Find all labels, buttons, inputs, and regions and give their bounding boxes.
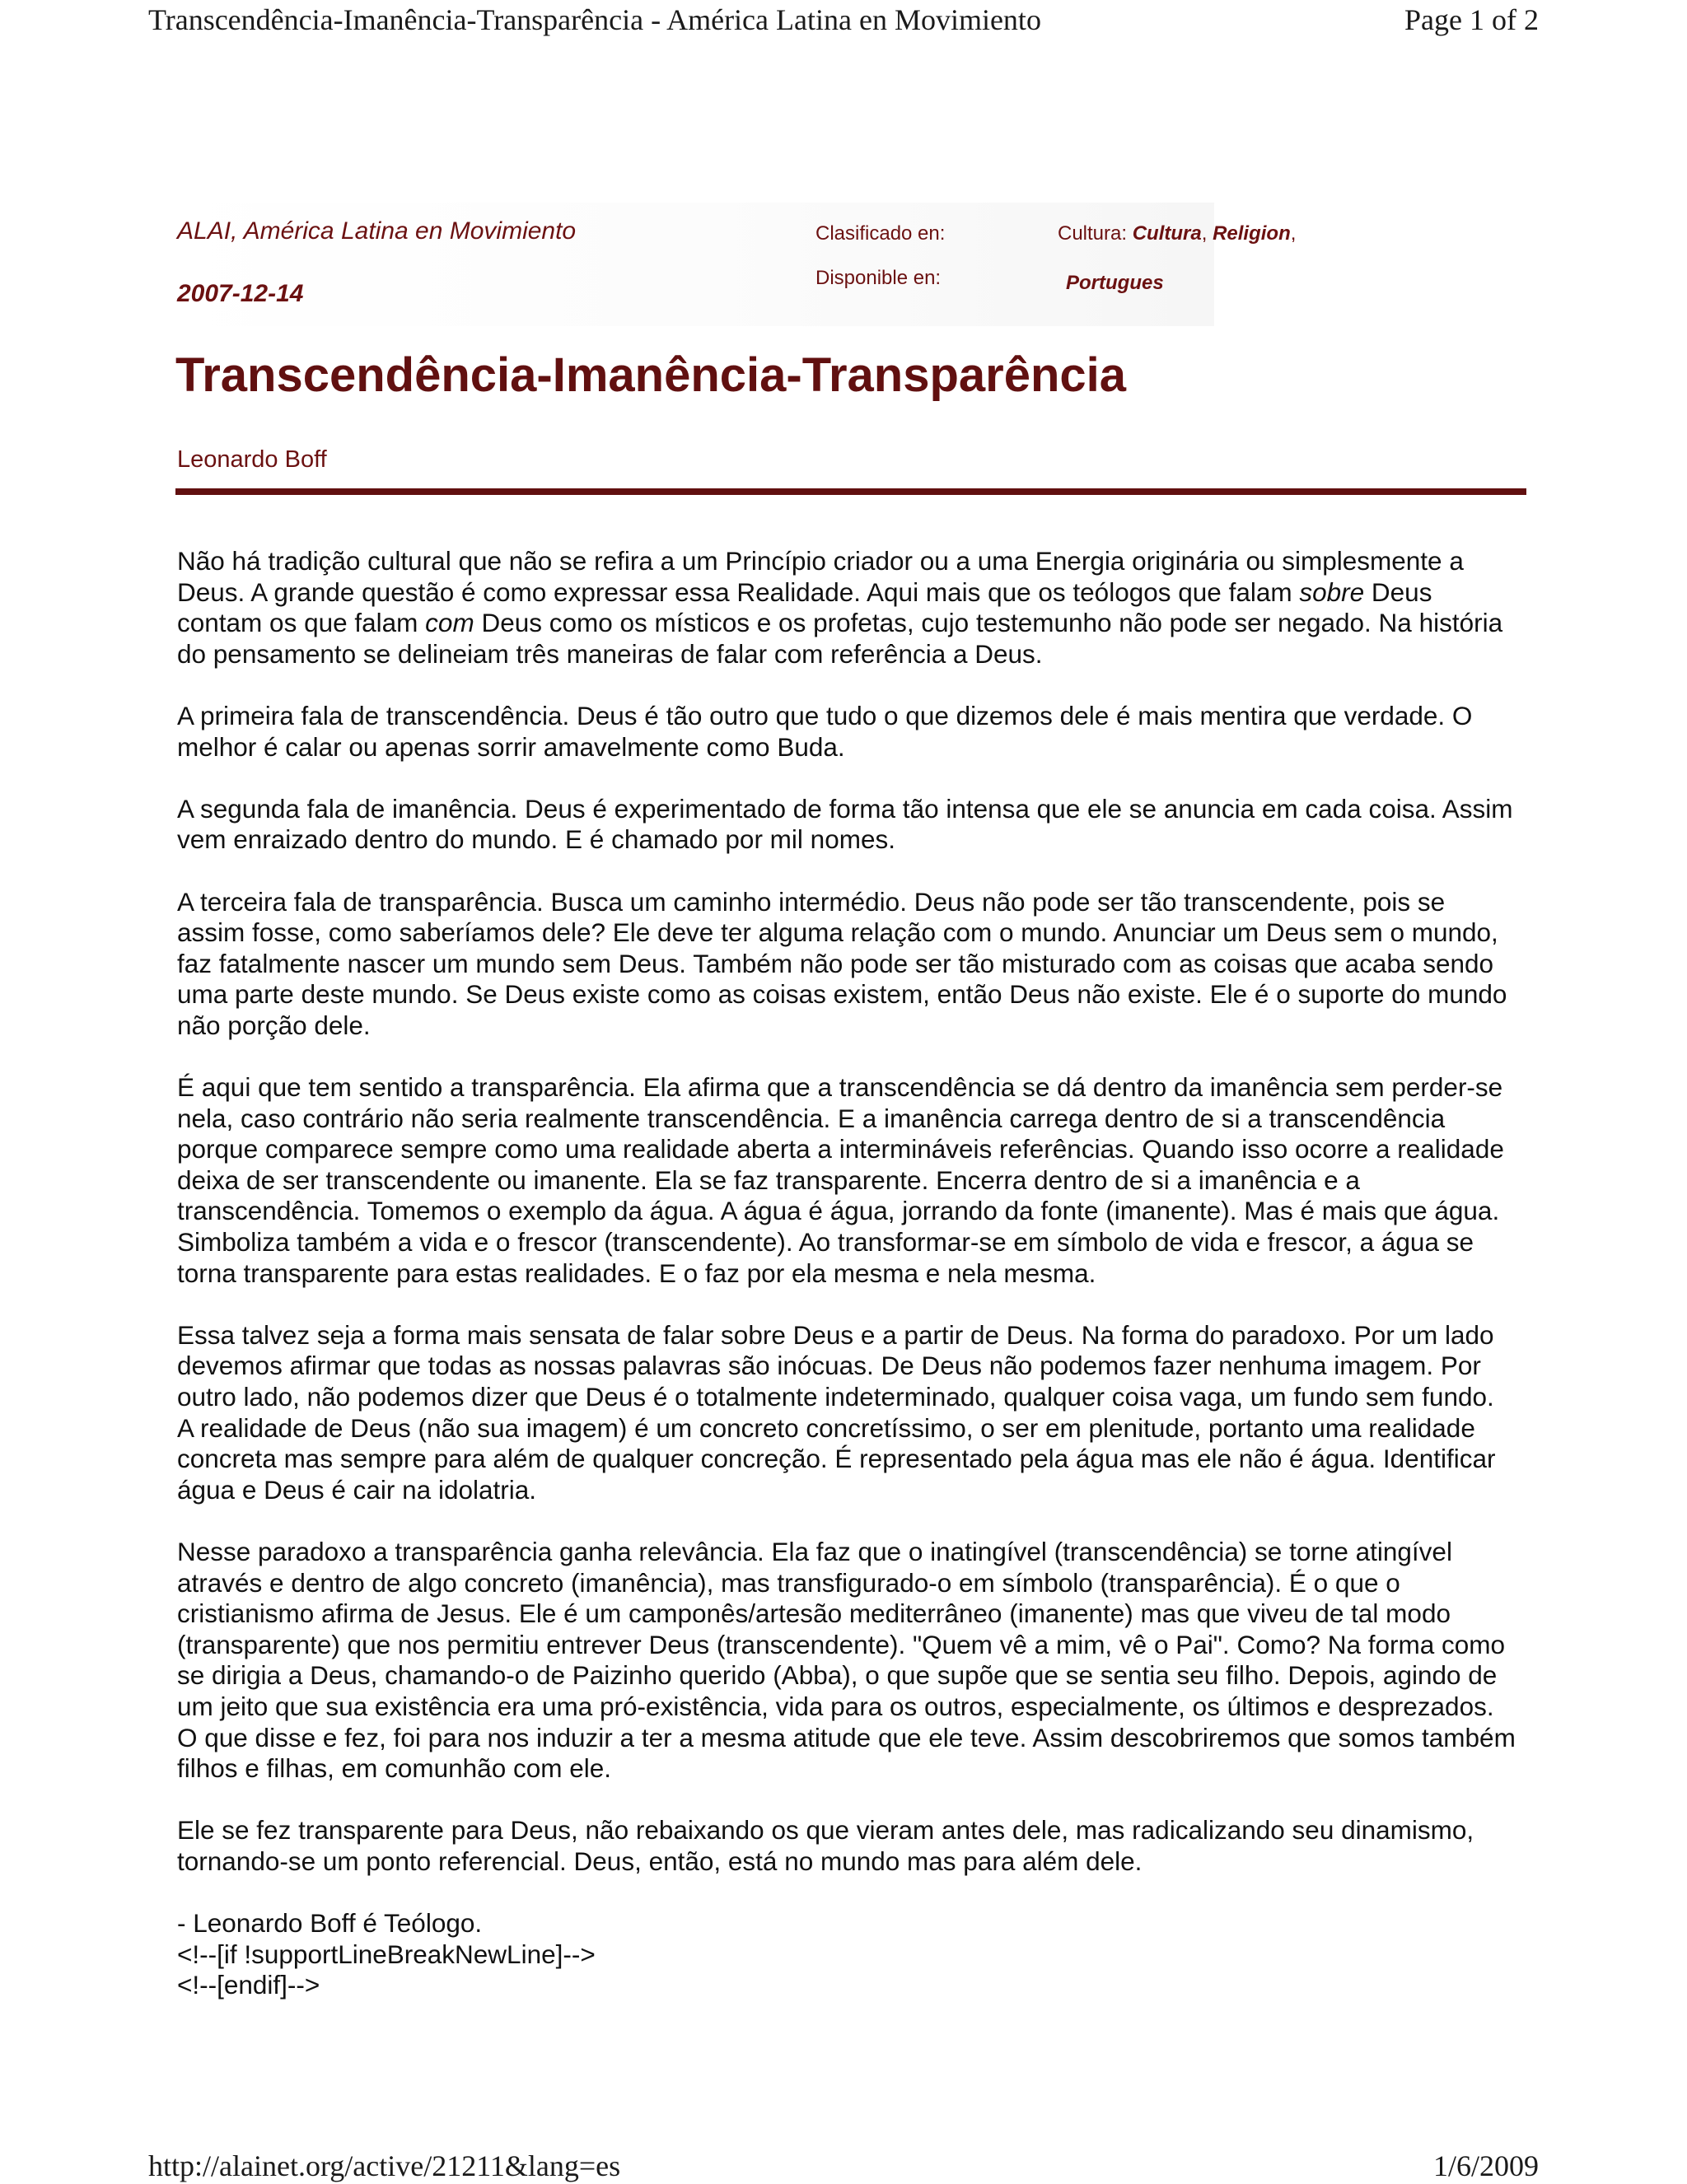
paragraph-text: A terceira fala de transparência. Busca um caminho intermédio. Deus não pode ser tão transcendente, pois se assim fosse, como saberíamos dele? Ele deve ter alguma relação com o mundo. Anunciar um Deus sem o mundo, faz fatalmente nascer um mundo sem Deus. Também não pode ser tão misturado com as coisas que acaba sendo uma parte deste mundo. Se Deus existe como as coisas existem, então Deus não existe. Ele é o suporte do mundo não porção dele. [177, 886, 1507, 1040]
source-link[interactable]: ALAI, América Latina en Movimiento [177, 217, 577, 245]
category-separator: , [1201, 222, 1213, 245]
paragraph-text: A segunda fala de imanência. Deus é experimentado de forma tão intensa que ele se anuncia em cada coisa. Assim vem enraizado dentro do mundo. E é chamado por mil nomes. [177, 793, 1513, 855]
print-footer-url: http://alainet.org/active/21211&lang=es [148, 2149, 621, 2182]
article-paragraph [177, 1072, 1516, 1289]
categories [1058, 222, 1296, 245]
category-separator: , [1290, 222, 1297, 245]
article-paragraph [177, 1537, 1516, 1785]
category-prefix: Cultura: [1058, 222, 1128, 245]
paragraph-text: A primeira fala de transcendência. Deus é tão outro que tudo o que dizemos dele é mais mentira que verdade. O melhor é calar ou apenas sorrir amavelmente como Buda. [177, 700, 1473, 762]
article-body [177, 546, 1516, 2001]
category-link-cultura[interactable]: Cultura [1132, 222, 1202, 245]
article-paragraph [177, 701, 1516, 763]
signature: - Leonardo Boff é Teólogo. [177, 1908, 483, 1939]
paragraph-text: É aqui que tem sentido a transparência. Ela afirma que a transcendência se dá dentro da imanência sem perder-se nela, caso contrário não seria realmente transcendência. E a imanência carrega dentro de si a transcendência porque comparece sempre como uma realidade aberta a intermináveis referências. Quando isso ocorre a realidade deixa de ser transcendente ou imanente. Ela se faz transparente. Encerra dentro de si a imanência e a transcendência. Tomemos o exemplo da água. A água é água, jorrando da fonte (imanente). Mas é mais que água. Simboliza também a vida e o frescor (transcendente). Ao transformar-se em símbolo de vida e frescor, a água se torna transparente para estas realidades. E o faz por ela mesma e nela mesma. [177, 1072, 1504, 1288]
article-title: Transcendência-Imanência-Transparência [175, 348, 1127, 402]
title-divider [175, 488, 1526, 495]
code-line: <!--[if !supportLineBreakNewLine]--> [177, 1939, 596, 1969]
paragraph-text: Não há tradição cultural que não se refira a um Princípio criador ou a uma Energia originária ou simplesmente a Deus. A grande questão é como expressar essa Realidade. Aqui mais que os teólogos que falam [177, 546, 1464, 607]
paragraphs [177, 546, 1516, 1878]
code-line: <!--[endif]--> [177, 1970, 320, 2000]
article-paragraph [177, 794, 1516, 856]
print-header-title: Transcendência-Imanência-Transparência - América Latina en Movimiento [148, 3, 1041, 36]
publication-date: 2007-12-14 [177, 280, 304, 307]
paragraph-text: Essa talvez seja a forma mais sensata de falar sobre Deus e a partir de Deus. Na forma do paradoxo. Por um lado devemos afirmar que todas as nossas palavras são inócuas. De Deus não podemos fazer nenhuma imagem. Por outro lado, não podemos dizer que Deus é o totalmente indeterminado, qualquer coisa vaga, um fundo sem fundo. A realidade de Deus (não sua imagem) é um concreto concretíssimo, o ser em plenitude, portanto uma realidade concreta mas sempre para além de qualquer concreção. É representado pela água mas ele não é água. Identificar água e Deus é cair na idolatria. [177, 1319, 1496, 1505]
article-paragraph [177, 546, 1516, 670]
print-header-page-number: Page 1 of 2 [1404, 3, 1539, 36]
author-link[interactable]: Leonardo Boff [177, 446, 327, 473]
language-link-portugues[interactable]: Portugues [1066, 272, 1164, 294]
emphasis-text: sobre [1299, 576, 1365, 607]
article-paragraph [177, 887, 1516, 1042]
classified-label: Clasificado en: [815, 222, 946, 245]
available-label: Disponible en: [815, 267, 942, 289]
print-footer-date: 1/6/2009 [1432, 2149, 1539, 2182]
paragraph-text: Nesse paradoxo a transparência ganha relevância. Ela faz que o inatingível (transcendência) se torne atingível através e dentro de algo concreto (imanência), mas transfigurado-o em símbolo (transparência). É o que o cristianismo afirma de Jesus. Ele é um camponês/artesão mediterrâneo (imanente) mas que viveu de tal modo (transparente) que nos permitiu entrever Deus (transcendente). "Quem vê a mim, vê o Pai". Como? Na forma como se dirigia a Deus, chamando-o de Paizinho querido (Abba), o que supõe que se sentia seu filho. Depois, agindo de um jeito que sua existência era uma pró-existência, vida para os outros, especialmente, os últimos e desprezados. O que disse e fez, foi para nos induzir a ter a mesma atitude que ele teve. Assim descobriremos que somos também filhos e filhas, em comunhão com ele. [177, 1537, 1516, 1784]
article-paragraph [177, 1815, 1516, 1877]
paragraph-text: Deus como os místicos e os profetas, cujo testemunho não pode ser negado. Na história do pensamento se delineiam três maneiras de falar com referência a Deus. [177, 608, 1503, 669]
category-link-religion[interactable]: Religion [1213, 222, 1291, 245]
paragraph-text: Deus contam os que falam [177, 576, 1432, 638]
emphasis-text: com [425, 608, 474, 638]
article-paragraph [177, 1320, 1516, 1506]
paragraph-text: Ele se fez transparente para Deus, não rebaixando os que vieram antes dele, mas radicalizando seu dinamismo, tornando-se um ponto referencial. Deus, então, está no mundo mas para além dele. [177, 1815, 1474, 1876]
